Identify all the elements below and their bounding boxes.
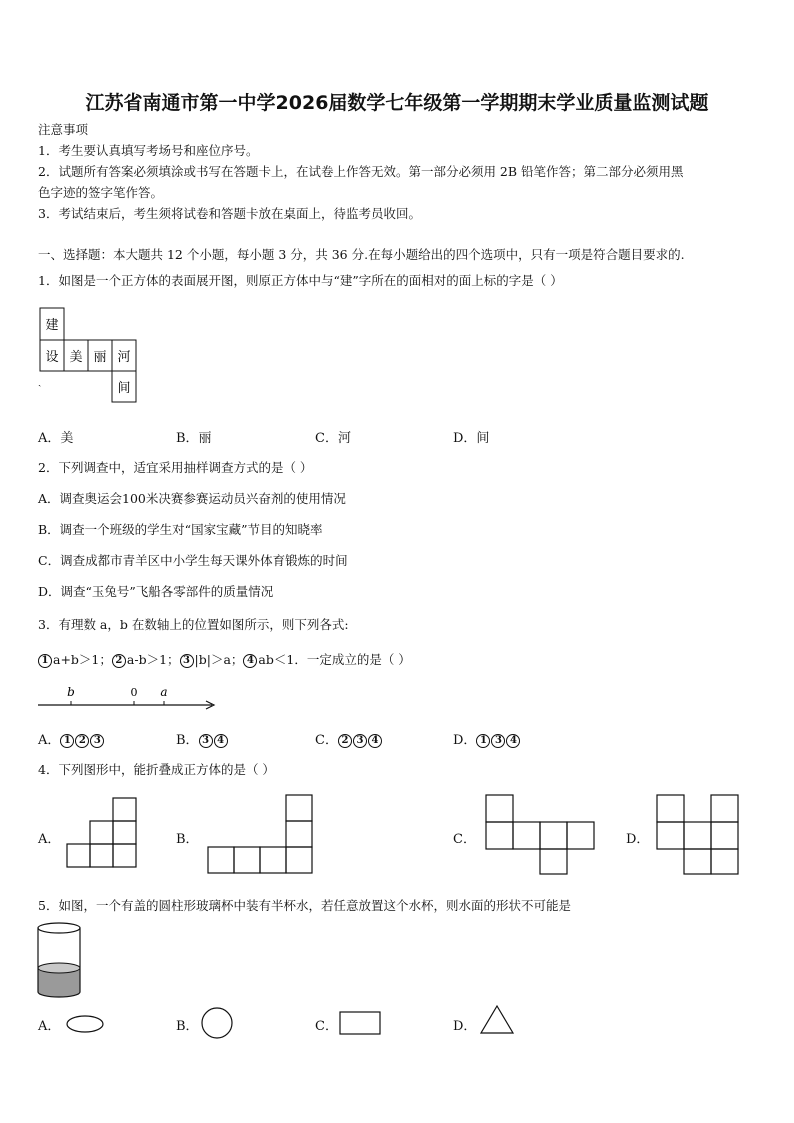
q5-glass-figure [34, 918, 84, 1000]
q3-cond-3: |b|＞a； [194, 652, 244, 667]
net-label: 丽 [93, 350, 107, 365]
circled-number: 3 [180, 654, 194, 668]
circled-number: 4 [243, 654, 257, 668]
circled-number: 3 [90, 734, 104, 748]
circled-number: 4 [368, 734, 382, 748]
q1-option-a: A．美 [38, 431, 74, 446]
net-label: 设 [45, 350, 59, 365]
q3-option-c [315, 729, 383, 748]
circled-number: 3 [353, 734, 367, 748]
circled-number: 1 [60, 734, 74, 748]
option-letter: A． [38, 733, 61, 748]
circled-number: 2 [112, 654, 126, 668]
circled-number: 3 [199, 734, 213, 748]
q4-label-c: C． [453, 832, 476, 847]
net-label: 河 [117, 350, 131, 365]
q5-rectangle-shape [338, 1010, 382, 1038]
circled-number: 3 [491, 734, 505, 748]
net-label: 间 [117, 381, 131, 396]
glass-lid [38, 923, 80, 933]
q1-stem: 1．如图是一个正方体的表面展开图，则原正方体中与“建”字所在的面相对的面上标的字是（ ） [38, 273, 563, 288]
section-heading: 一、选择题：本大题共 12 个小题，每小题 3 分，共 36 分.在每小题给出的四个选项中，只有一项是符合题目要求的. [38, 247, 685, 262]
q5-triangle-shape [478, 1004, 516, 1036]
circled-number: 4 [214, 734, 228, 748]
q2-option-d: D．调查“玉兔号”飞船各零部件的质量情况 [38, 584, 274, 599]
q3-conditions [38, 650, 411, 668]
option-letter: C． [315, 733, 338, 748]
q5-ellipse-shape [64, 1012, 106, 1036]
q5-stem: 5．如图，一个有盖的圆柱形玻璃杯中装有半杯水，若任意放置这个水杯，则水面的形状不可能是 [38, 898, 571, 913]
q5-label-d: D． [453, 1019, 477, 1034]
q4-stem: 4．下列图形中，能折叠成正方体的是（ ） [38, 762, 275, 777]
circled-number: 1 [476, 734, 490, 748]
axis-label-zero: 0 [130, 686, 138, 699]
stray-mark: ˏ [38, 376, 42, 387]
q5-label-c: C． [315, 1019, 338, 1034]
q1-option-c: C．河 [315, 431, 351, 446]
net-label: 美 [69, 350, 83, 365]
q3-stem: 3．有理数 a，b 在数轴上的位置如图所示，则下列各式: [38, 617, 349, 632]
notes-item-2: 2．试题所有答案必须填涂或书写在答题卡上，在试卷上作答无效。第一部分必须用 2B 铅笔作答；第二部分必须用黑 [38, 164, 684, 179]
axis-label-a: a [160, 685, 168, 699]
q2-option-a: A．调查奥运会100米决赛参赛运动员兴奋剂的使用情况 [38, 491, 346, 506]
q3-option-d [453, 729, 521, 748]
water-surface [38, 963, 80, 973]
net-label: 建 [45, 318, 59, 333]
q3-option-a [38, 729, 105, 748]
option-letter: D． [453, 733, 477, 748]
notes-item-1: 1．考生要认真填写考场号和座位序号。 [38, 143, 259, 158]
q4-net-c [483, 793, 595, 877]
circled-number: 2 [338, 734, 352, 748]
q3-option-b [176, 729, 229, 748]
notes-item-2-cont: 色字迹的签字笔作答。 [38, 185, 164, 200]
q3-number-line-figure [36, 684, 222, 712]
circled-number: 2 [75, 734, 89, 748]
circled-number: 1 [38, 654, 52, 668]
q3-cond-1: a+b＞1； [53, 652, 112, 667]
q2-stem: 2．下列调查中，适宜采用抽样调查方式的是（ ） [38, 460, 313, 475]
q4-net-a [64, 796, 140, 872]
q5-label-a: A． [38, 1019, 61, 1034]
notes-item-3: 3．考试结束后，考生须将试卷和答题卡放在桌面上，待监考员收回。 [38, 206, 421, 221]
axis-label-b: b [67, 685, 75, 699]
q1-cube-net-figure [36, 306, 146, 406]
q4-label-d: D． [626, 832, 650, 847]
q4-net-b [205, 793, 317, 877]
q5-label-b: B． [176, 1019, 199, 1034]
q1-option-d: D．间 [453, 431, 490, 446]
option-letter: B． [176, 733, 199, 748]
notes-heading: 注意事项 [38, 122, 89, 137]
q4-label-b: B． [176, 832, 199, 847]
q5-circle-shape [200, 1006, 234, 1040]
q2-option-b: B．调查一个班级的学生对“国家宝藏”节目的知晓率 [38, 522, 323, 537]
q3-cond-4: ab＜1．一定成立的是（ ） [258, 652, 411, 667]
q4-net-d [654, 793, 740, 877]
q4-label-a: A． [38, 832, 61, 847]
q2-option-c: C．调查成都市青羊区中小学生每天课外体育锻炼的时间 [38, 553, 348, 568]
q3-cond-2: a-b＞1； [126, 652, 180, 667]
q1-option-b: B．丽 [176, 431, 212, 446]
circled-number: 4 [506, 734, 520, 748]
page-title: 江苏省南通市第一中学2026届数学七年级第一学期期末学业质量监测试题 [85, 92, 709, 114]
